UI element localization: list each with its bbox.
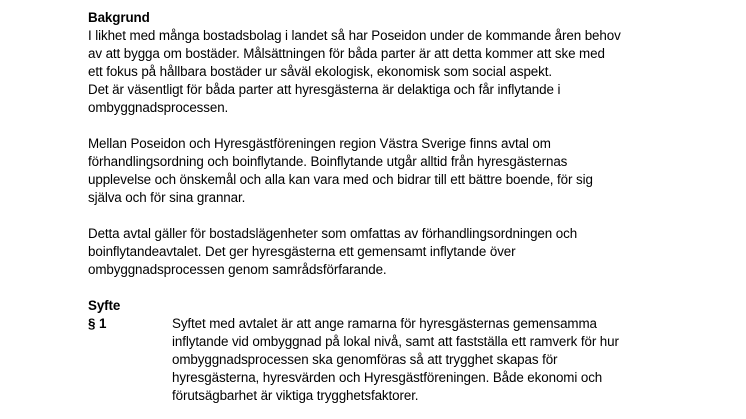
heading-syfte: Syfte xyxy=(88,298,121,313)
paragraph-spacer xyxy=(88,207,688,225)
paragraph-background-1 xyxy=(88,27,688,117)
text-line: av att bygga om bostäder. Målsättningen för båda parter är att detta kommer att ske med xyxy=(88,46,605,61)
text-line: ombyggnadsprocessen. xyxy=(88,100,229,115)
text-line: inflytande vid ombyggnad på lokal nivå, samt att fastställa ett ramverk för hur xyxy=(172,334,619,349)
text-line: själva och för sina grannar. xyxy=(88,190,246,205)
text-line: förutsägbarhet är viktiga trygghetsfaktorer. xyxy=(172,388,419,403)
text-line: I likhet med många bostadsbolag i landet så har Poseidon under de kommande åren behov xyxy=(88,28,621,43)
document-page xyxy=(88,9,688,405)
text-line: Mellan Poseidon och Hyresgästföreningen region Västra Sverige finns avtal om xyxy=(88,136,551,151)
text-line: hyresgästerna, hyresvärden och Hyresgästföreningen. Både ekonomi och xyxy=(172,370,603,385)
section-text xyxy=(172,315,688,405)
text-line: Detta avtal gäller för bostadslägenheter som omfattas av förhandlingsordningen och xyxy=(88,226,578,241)
text-line: ett fokus på hållbara bostäder ur såväl ekologisk, ekonomisk som social aspekt. xyxy=(88,64,552,79)
section-1 xyxy=(88,315,688,405)
paragraph-spacer xyxy=(88,279,688,297)
heading-bakgrund: Bakgrund xyxy=(88,10,150,25)
section-number: § 1 xyxy=(88,316,107,331)
text-line: boinflytandeavtalet. Det ger hyresgästerna ett gemensamt inflytande över xyxy=(88,244,516,259)
text-line: Syftet med avtalet är att ange ramarna för hyresgästernas gemensamma xyxy=(172,316,597,331)
text-line: Det är väsentligt för båda parter att hyresgästerna är delaktiga och får inflytande i xyxy=(88,82,561,97)
paragraph-background-2 xyxy=(88,135,688,207)
paragraph-background-3 xyxy=(88,225,688,279)
text-line: förhandlingsordning och boinflytande. Boinflytande utgår alltid från hyresgästernas xyxy=(88,154,568,169)
text-line: ombyggnadsprocessen genom samrådsförfarande. xyxy=(88,262,387,277)
paragraph-spacer xyxy=(88,117,688,135)
text-line: upplevelse och önskemål och alla kan vara med och bidrar till ett bättre boende, för sig xyxy=(88,172,593,187)
text-line: ombyggnadsprocessen ska genomföras så att trygghet skapas för xyxy=(172,352,558,367)
